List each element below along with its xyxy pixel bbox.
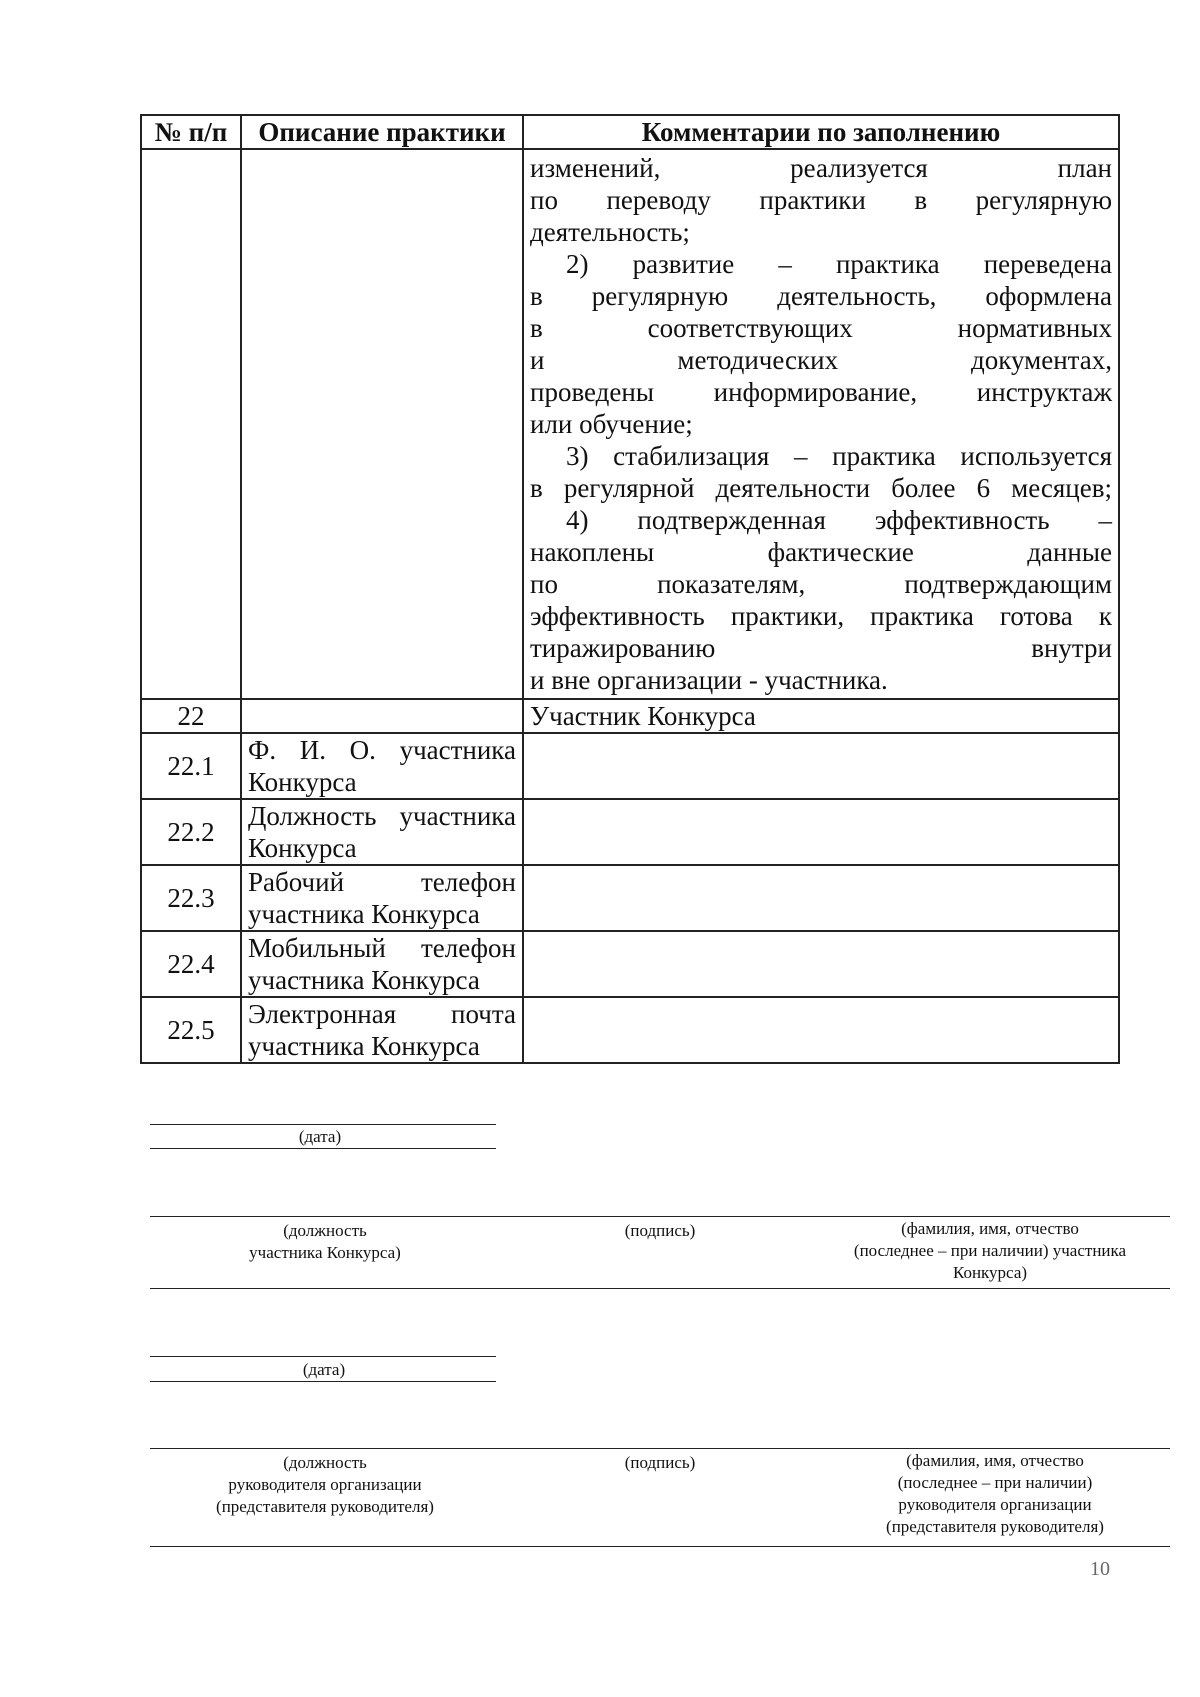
comment-line: 3) стабилизация – практика используется bbox=[566, 441, 1112, 471]
row-value-field[interactable] bbox=[523, 799, 1119, 865]
comment-line: по показателям, подтверждающим bbox=[530, 569, 1112, 599]
page-number: 10 bbox=[1090, 1558, 1110, 1580]
table-row bbox=[141, 733, 1119, 799]
table-row bbox=[141, 997, 1119, 1063]
row-description: Мобильный телефон участника Конкурса bbox=[241, 931, 523, 997]
comment-line: 4) подтвержденная эффективность – bbox=[566, 505, 1112, 535]
comment-line: деятельность; bbox=[530, 217, 690, 247]
header-description: Описание практики bbox=[241, 115, 523, 149]
row-value-field[interactable] bbox=[523, 733, 1119, 799]
comment-line: в соответствующих нормативных bbox=[530, 313, 1112, 343]
participant-date-line[interactable] bbox=[150, 1124, 496, 1125]
participant-date-label: (дата) bbox=[298, 1127, 342, 1146]
table-header-row bbox=[141, 115, 1119, 149]
comment-line: по переводу практики в регулярную bbox=[530, 185, 1112, 215]
head-signature-label: (подпись) bbox=[624, 1453, 696, 1472]
participant-bottom-line bbox=[150, 1288, 1170, 1289]
table-row bbox=[141, 931, 1119, 997]
continuation-num-cell bbox=[141, 149, 241, 699]
comment-line: 2) развитие – практика переведена bbox=[566, 249, 1112, 279]
comment-line: тиражированию внутри bbox=[530, 633, 1112, 663]
row-value-field[interactable] bbox=[523, 865, 1119, 931]
row-number: 22.2 bbox=[141, 799, 241, 865]
head-date-label: (дата) bbox=[302, 1360, 346, 1379]
comment-line: в регулярную деятельность, оформлена bbox=[530, 281, 1112, 311]
comment-line: эффективность практики, практика готова к bbox=[530, 601, 1112, 631]
row-value-field[interactable] bbox=[523, 931, 1119, 997]
continuation-row bbox=[141, 149, 1119, 699]
table-row bbox=[141, 799, 1119, 865]
row-number: 22.3 bbox=[141, 865, 241, 931]
practice-table bbox=[140, 114, 1120, 1064]
header-number: № п/п bbox=[141, 115, 241, 149]
head-date-line[interactable] bbox=[150, 1356, 496, 1357]
participant-signature-label: (подпись) bbox=[624, 1221, 696, 1240]
row-number: 22.4 bbox=[141, 931, 241, 997]
comment-line: проведены информирование, инструктаж bbox=[530, 377, 1112, 407]
comment-line: в регулярной деятельности более 6 месяцев; bbox=[530, 473, 1112, 503]
row-description: Электронная почта участника Конкурса bbox=[241, 997, 523, 1063]
row-number: 22.1 bbox=[141, 733, 241, 799]
continuation-comment-cell bbox=[523, 149, 1119, 699]
head-bottom-line bbox=[150, 1546, 1170, 1547]
table-row bbox=[141, 865, 1119, 931]
section-title: Участник Конкурса bbox=[523, 699, 1119, 733]
section-row bbox=[141, 699, 1119, 733]
comment-line: изменений, реализуется план bbox=[530, 153, 1112, 183]
head-position-label: (должность руководителя организации (представителя руководителя) bbox=[216, 1453, 434, 1516]
row-description: Должность участника Конкурса bbox=[241, 799, 523, 865]
row-description: Рабочий телефон участника Конкурса bbox=[241, 865, 523, 931]
participant-date-underline bbox=[150, 1148, 496, 1149]
continuation-desc-cell bbox=[241, 149, 523, 699]
header-comments: Комментарии по заполнению bbox=[523, 115, 1119, 149]
participant-signature-line[interactable] bbox=[150, 1216, 1170, 1217]
section-number: 22 bbox=[141, 699, 241, 733]
comment-line: накоплены фактические данные bbox=[530, 537, 1112, 567]
participant-position-label: (должность участника Конкурса) bbox=[249, 1221, 401, 1262]
head-date-underline bbox=[150, 1381, 496, 1382]
participant-name-label: (фамилия, имя, отчество (последнее – при наличии) участника Конкурса) bbox=[853, 1219, 1127, 1282]
row-value-field[interactable] bbox=[523, 997, 1119, 1063]
head-name-label: (фамилия, имя, отчество (последнее – при наличии) руководителя организации (представителя руководителя) bbox=[886, 1451, 1104, 1536]
comment-line: и вне организации - участника. bbox=[530, 665, 888, 695]
section-empty-cell bbox=[241, 699, 523, 733]
comment-line: или обучение; bbox=[530, 409, 693, 439]
row-description: Ф. И. О. участника Конкурса bbox=[241, 733, 523, 799]
row-number: 22.5 bbox=[141, 997, 241, 1063]
head-signature-line[interactable] bbox=[150, 1448, 1170, 1449]
comment-line: и методических документах, bbox=[530, 345, 1112, 375]
